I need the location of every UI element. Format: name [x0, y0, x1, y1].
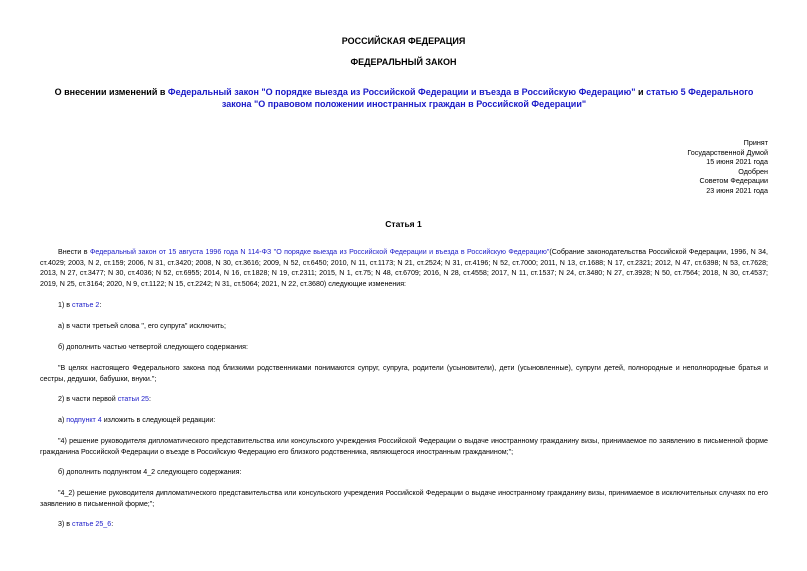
doc-type-heading: ФЕДЕРАЛЬНЫЙ ЗАКОН	[350, 57, 457, 67]
item-1b: б) дополнить частью четвертой следующего содержания:	[58, 343, 248, 351]
item-1-suffix: :	[99, 301, 102, 309]
item-2b: б) дополнить подпунктом 4_2 следующего содержания:	[58, 468, 242, 476]
item-3-prefix: 3) в	[58, 520, 73, 528]
item-2a-prefix: а)	[58, 416, 67, 424]
subparagraph-4-link[interactable]: подпункт 4	[66, 416, 102, 424]
item-1b-text: "В целях настоящего Федерального закона под близкими родственниками понимаются супруг, супруга, родители (усыновители), дети (усыновленные), супруги детей, полнородные и неполнородные братья и сестры, дедушки, бабушки, внуки.";	[40, 364, 768, 383]
item-1	[40, 300, 768, 311]
subject-link-article-5[interactable]: статью 5 Федерального закона "О правовом положении иностранных граждан в Российской Федерации"	[221, 87, 754, 109]
item-2a-text: "4) решение руководителя дипломатического представительства или консульского учреждения Российской Федерации о выдаче иностранному гражданину визы, принимаемое по заявлению в письменной форме гражданина Российской Федерации о въезде в Российскую Федерацию его близкого родственника, являющегося иностранным гражданином;";	[40, 437, 768, 456]
item-2a-suffix: изложить в следующей редакции:	[101, 416, 216, 424]
adopted-by: Государственной Думой	[687, 147, 768, 157]
article-intro	[40, 247, 768, 289]
article-25-link[interactable]: статьи 25	[117, 395, 149, 403]
article-25-6-link[interactable]: статье 25_6	[72, 520, 112, 528]
item-1-prefix: 1) в	[58, 301, 73, 309]
subject-middle: и	[635, 87, 647, 97]
item-3-suffix: :	[111, 520, 114, 528]
adopted-date: 15 июня 2021 года	[706, 157, 768, 167]
intro-rest: (Собрание законодательства Российской Федерации, 1996, N 34, ст.4029; 2003, N 2, ст.159; 2006, N 31, ст.3420; 2008, N 30, ст.3616; 2009, N 52, ст.6450; 2010, N 11, ст.1173; N 21, ст.2524; N 31, ст.4196; N 52, ст.7000; 2011, N 13, ст.1688; N 17, ст.2321; 2012, N 47, ст.6398; N 53, ст.7628; 2013, N 27, ст.3477; N 30, ст.4036; N 52, ст.6955; 2014, N 16, ст.1828; N 19, ст.2311; 2015, N 1, ст.75; N 48, ст.6709; 2016, N 28, ст.4558; 2017, N 11, ст.1537; N 24, ст.3480; N 27, ст.3928; N 50, ст.7564; 2018, N 30, ст.4537; 2019, N 25, ст.3164; 2020, N 9, ст.1122; N 15, ст.2242; N 31, ст.5064; 2021, N 22, ст.3680) следующие изменения:	[40, 248, 768, 288]
approved-date: 23 июня 2021 года	[706, 185, 768, 195]
approved-by: Советом Федерации	[699, 176, 768, 186]
approved-label: Одобрен	[738, 166, 768, 176]
item-1a: а) в части третьей слова ", его супруга" исключить;	[58, 322, 226, 330]
adoption-block	[588, 138, 768, 196]
law-subject	[40, 86, 768, 110]
intro-prefix: Внести в	[58, 248, 90, 256]
item-2-suffix: :	[148, 395, 151, 403]
subject-link-federal-law[interactable]: Федеральный закон "О порядке выезда из Российской Федерации и въезда в Российскую Федерацию"	[167, 87, 636, 97]
country-heading: РОССИЙСКАЯ ФЕДЕРАЦИЯ	[341, 36, 466, 46]
item-2b-text: "4_2) решение руководителя дипломатического представительства или консульского учреждения Российской Федерации о выдаче иностранному гражданину визы, принимаемое в исключительных случаях по его заявлению в письменной форме;";	[40, 489, 768, 508]
subject-prefix: О внесении изменений в	[54, 87, 168, 97]
item-2a	[40, 415, 768, 426]
item-2-prefix: 2) в части первой	[58, 395, 118, 403]
adopted-label: Принят	[743, 138, 768, 147]
intro-law-link[interactable]: Федеральный закон от 15 августа 1996 года N 114-ФЗ "О порядке выезда из Российской Федерации и въезда в Российскую Федерацию"	[89, 248, 550, 256]
article-title: Статья 1	[385, 219, 422, 229]
item-2	[40, 394, 768, 405]
item-3	[40, 519, 768, 530]
article-2-link[interactable]: статье 2	[72, 301, 100, 309]
